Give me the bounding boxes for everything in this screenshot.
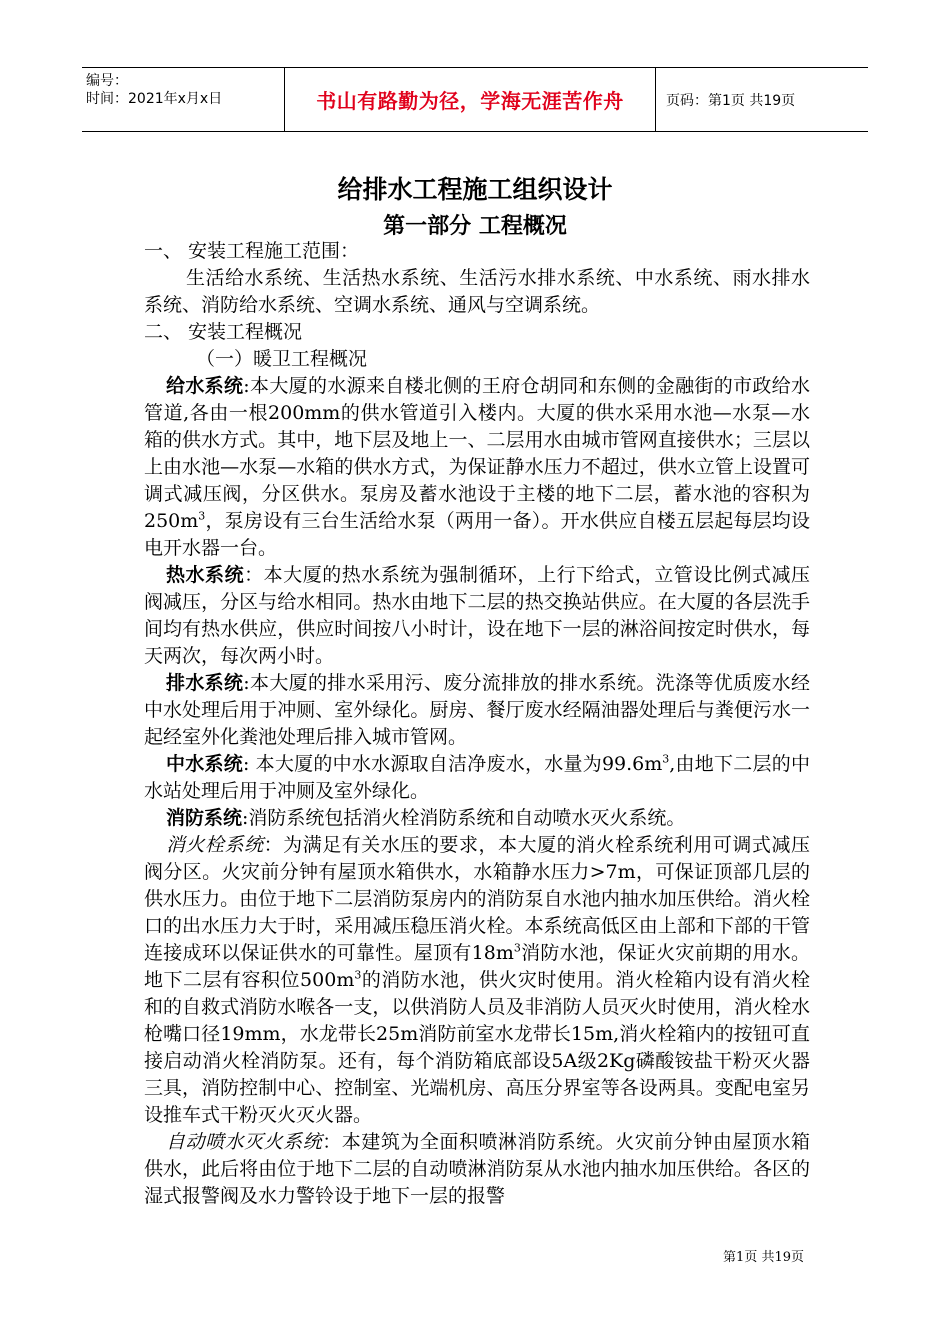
paragraph-hot-water — [144, 562, 810, 670]
paragraph-drainage — [144, 670, 810, 751]
header-page-info: 页码：第1页 共19页 — [666, 92, 796, 109]
paragraph-reclaimed-water — [144, 751, 810, 805]
paragraph-text: :本大厦的水源来自楼北侧的王府仓胡同和东侧的金融街的市政给水管道,各由一根200mm的供水管道引入楼内。大厦的供水采用水池—水泵—水箱的供水方式。其中，地下层及地上一、二层用水由城市管网直接供水；三层以上由水池—水泵—水箱的供水方式，为保证静水压力不超过，供水立管上设置可调式减压阀，分区供水。泵房及蓄水池设于主楼的地下二层，蓄水池的容积为250m — [144, 375, 810, 532]
paragraph-text: 的消防水池，供火灾时使用。消火栓箱内设有消火栓和的自救式消防水喉各一支，以供消防人员及非消防人员灭火时使用，消火栓水枪嘴口径19mm，水龙带长25m消防前室水龙带长15m,消火栓箱内的按钮可直接启动消火栓消防泵。还有，每个消防箱底部设5A级2Kg磷酸铵盐干粉灭火器三具，消防控制中心、控制室、光端机房、高压分界室等各设两具。变配电室另设推车式干粉灭火灭火器。 — [144, 969, 810, 1126]
superscript: 3 — [513, 941, 521, 955]
paragraph-hydrant — [144, 832, 810, 1129]
page-footer: 第1页 共19页 — [723, 1250, 804, 1265]
term-label: 热水系统 — [166, 564, 245, 586]
section-heading: 二、 安装工程概况 — [144, 321, 303, 343]
term-label: 自动喷水灭火系统 — [166, 1131, 323, 1153]
term-label: 中水系统 — [166, 753, 243, 775]
term-label: 排水系统 — [166, 672, 244, 694]
time-label: 时间：2021年x月x日 — [86, 91, 223, 107]
term-label: 消防系统 — [166, 807, 243, 829]
paragraph-text: ,由地下二层的中水站处理后用于冲厕及室外绿化。 — [144, 753, 810, 802]
header-meta — [82, 68, 284, 131]
paragraph-text: ：本大厦的热水系统为强制循环，上行下给式，立管设比例式减压阀减压，分区与给水相同。热水由地下二层的热交换站供应。在大厦的各层洗手间均有热水供应，供应时间按八小时计，设在地下一层的淋浴间按定时供水，每天两次，每次两小时。 — [144, 564, 810, 667]
paragraph-text: ，泵房设有三台生活给水泵（两用一备）。开水供应自楼五层起每层均设电开水器一台。 — [144, 510, 810, 559]
subsection-heading: （一）暖卫工程概况 — [196, 348, 368, 370]
number-label: 编号： — [86, 73, 128, 89]
document-header — [82, 67, 868, 132]
superscript: 3 — [198, 509, 206, 523]
term-label: 给水系统 — [166, 375, 244, 397]
superscript: 3 — [662, 752, 670, 766]
paragraph-text: :本大厦的排水采用污、废分流排放的排水系统。洗涤等优质废水经中水处理后用于冲厕、室外绿化。厨房、餐厅废水经隔油器处理后与粪便污水一起经室外化粪池处理后排入城市管网。 — [144, 672, 810, 748]
paragraph-water-supply — [144, 373, 810, 562]
part-title: 第一部分 工程概况 — [383, 214, 567, 239]
header-motto-cell — [284, 68, 656, 131]
term-label: 消火栓系统 — [166, 834, 264, 856]
paragraph-text: ：为满足有关水压的要求，本大厦的消火栓系统利用可调式减压阀分区。火灾前分钟有屋顶水箱供水，水箱静水压力>7m，可保证顶部几层的供水压力。由位于地下二层消防泵房内的消防泵自水池内抽水加压供给。消火栓口的出水压力大于时，采用减压稳压消火栓。本系统高低区由上部和下部的干管连接成环以保证供水的可靠性。屋顶有18m — [144, 834, 810, 964]
paragraph-text: : 本大厦的中水水源取自洁净废水，水量为99.6m — [242, 753, 663, 775]
document-title: 给排水工程施工组织设计 — [337, 175, 613, 204]
paragraph-sprinkler — [144, 1129, 810, 1210]
paragraph-text: ：本建筑为全面积喷淋消防系统。火灾前分钟由屋顶水箱供水，此后将由位于地下二层的自动喷淋消防泵从水池内抽水加压供给。各区的湿式报警阀及水力警铃设于地下一层的报警 — [144, 1131, 810, 1207]
paragraph-text: 消防水池，保证火灾前期的用水。地下二层有容积位500m — [144, 942, 810, 991]
section-heading: 一、 安装工程施工范围： — [144, 240, 360, 262]
paragraph-text: :消防系统包括消火栓消防系统和自动喷水灭火系统。 — [242, 807, 686, 829]
document-body — [144, 238, 810, 1210]
superscript: 3 — [354, 968, 362, 982]
paragraph-fire-system — [144, 805, 810, 832]
paragraph-scope: 生活给水系统、生活热水系统、生活污水排水系统、中水系统、雨水排水系统、消防给水系统、空调水系统、通风与空调系统。 — [144, 267, 810, 316]
header-motto: 书山有路勤为径，学海无涯苦作舟 — [316, 89, 624, 113]
